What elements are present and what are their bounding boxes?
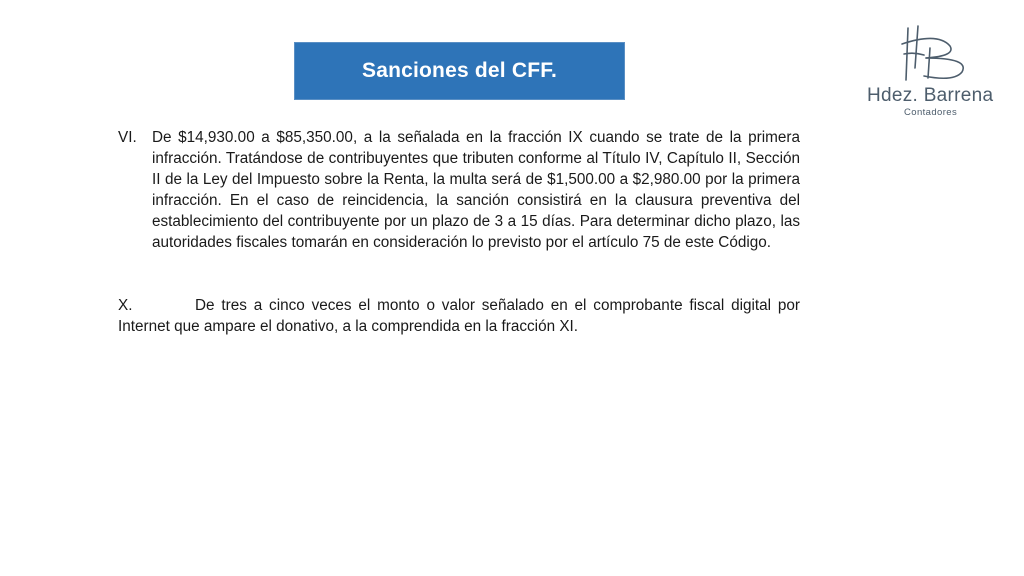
item-text: De $14,930.00 a $85,350.00, a la señalada en la fracción IX cuando se trate de la primera infracción. Tratándose de contribuyentes que tributen conforme al Título IV, Capítulo II, Sección II de la Ley del Impuesto sobre la Renta, la multa será de $1,500.00 a $2,980.00 por la primera infracción. En el caso de reincidencia, la sanción consistirá en la clausura preventiva del establecimiento del contribuyente por un plazo de 3 a 15 días. Para determinar dicho plazo, las autoridades fiscales tomarán en consideración lo previsto por el artículo 75 de este Código. bbox=[152, 129, 800, 251]
hb-monogram-icon bbox=[878, 24, 988, 86]
item-number: VI. bbox=[118, 129, 137, 146]
slide-title: Sanciones del CFF. bbox=[362, 59, 557, 82]
item-number: X. bbox=[118, 297, 133, 314]
item-text: De tres a cinco veces el monto o valor señalado en el comprobante fiscal digital por Internet que ampare el donativo, a la comprendida en la fracción XI. bbox=[118, 297, 800, 335]
company-logo bbox=[860, 24, 1010, 124]
fraction-item-vi bbox=[118, 127, 800, 253]
sanctions-content bbox=[118, 127, 800, 337]
logo-subtitle: Contadores bbox=[904, 107, 958, 118]
slide-title-box bbox=[294, 42, 625, 100]
logo-name: Hdez. Barrena bbox=[867, 85, 994, 106]
fraction-item-x bbox=[118, 295, 800, 337]
